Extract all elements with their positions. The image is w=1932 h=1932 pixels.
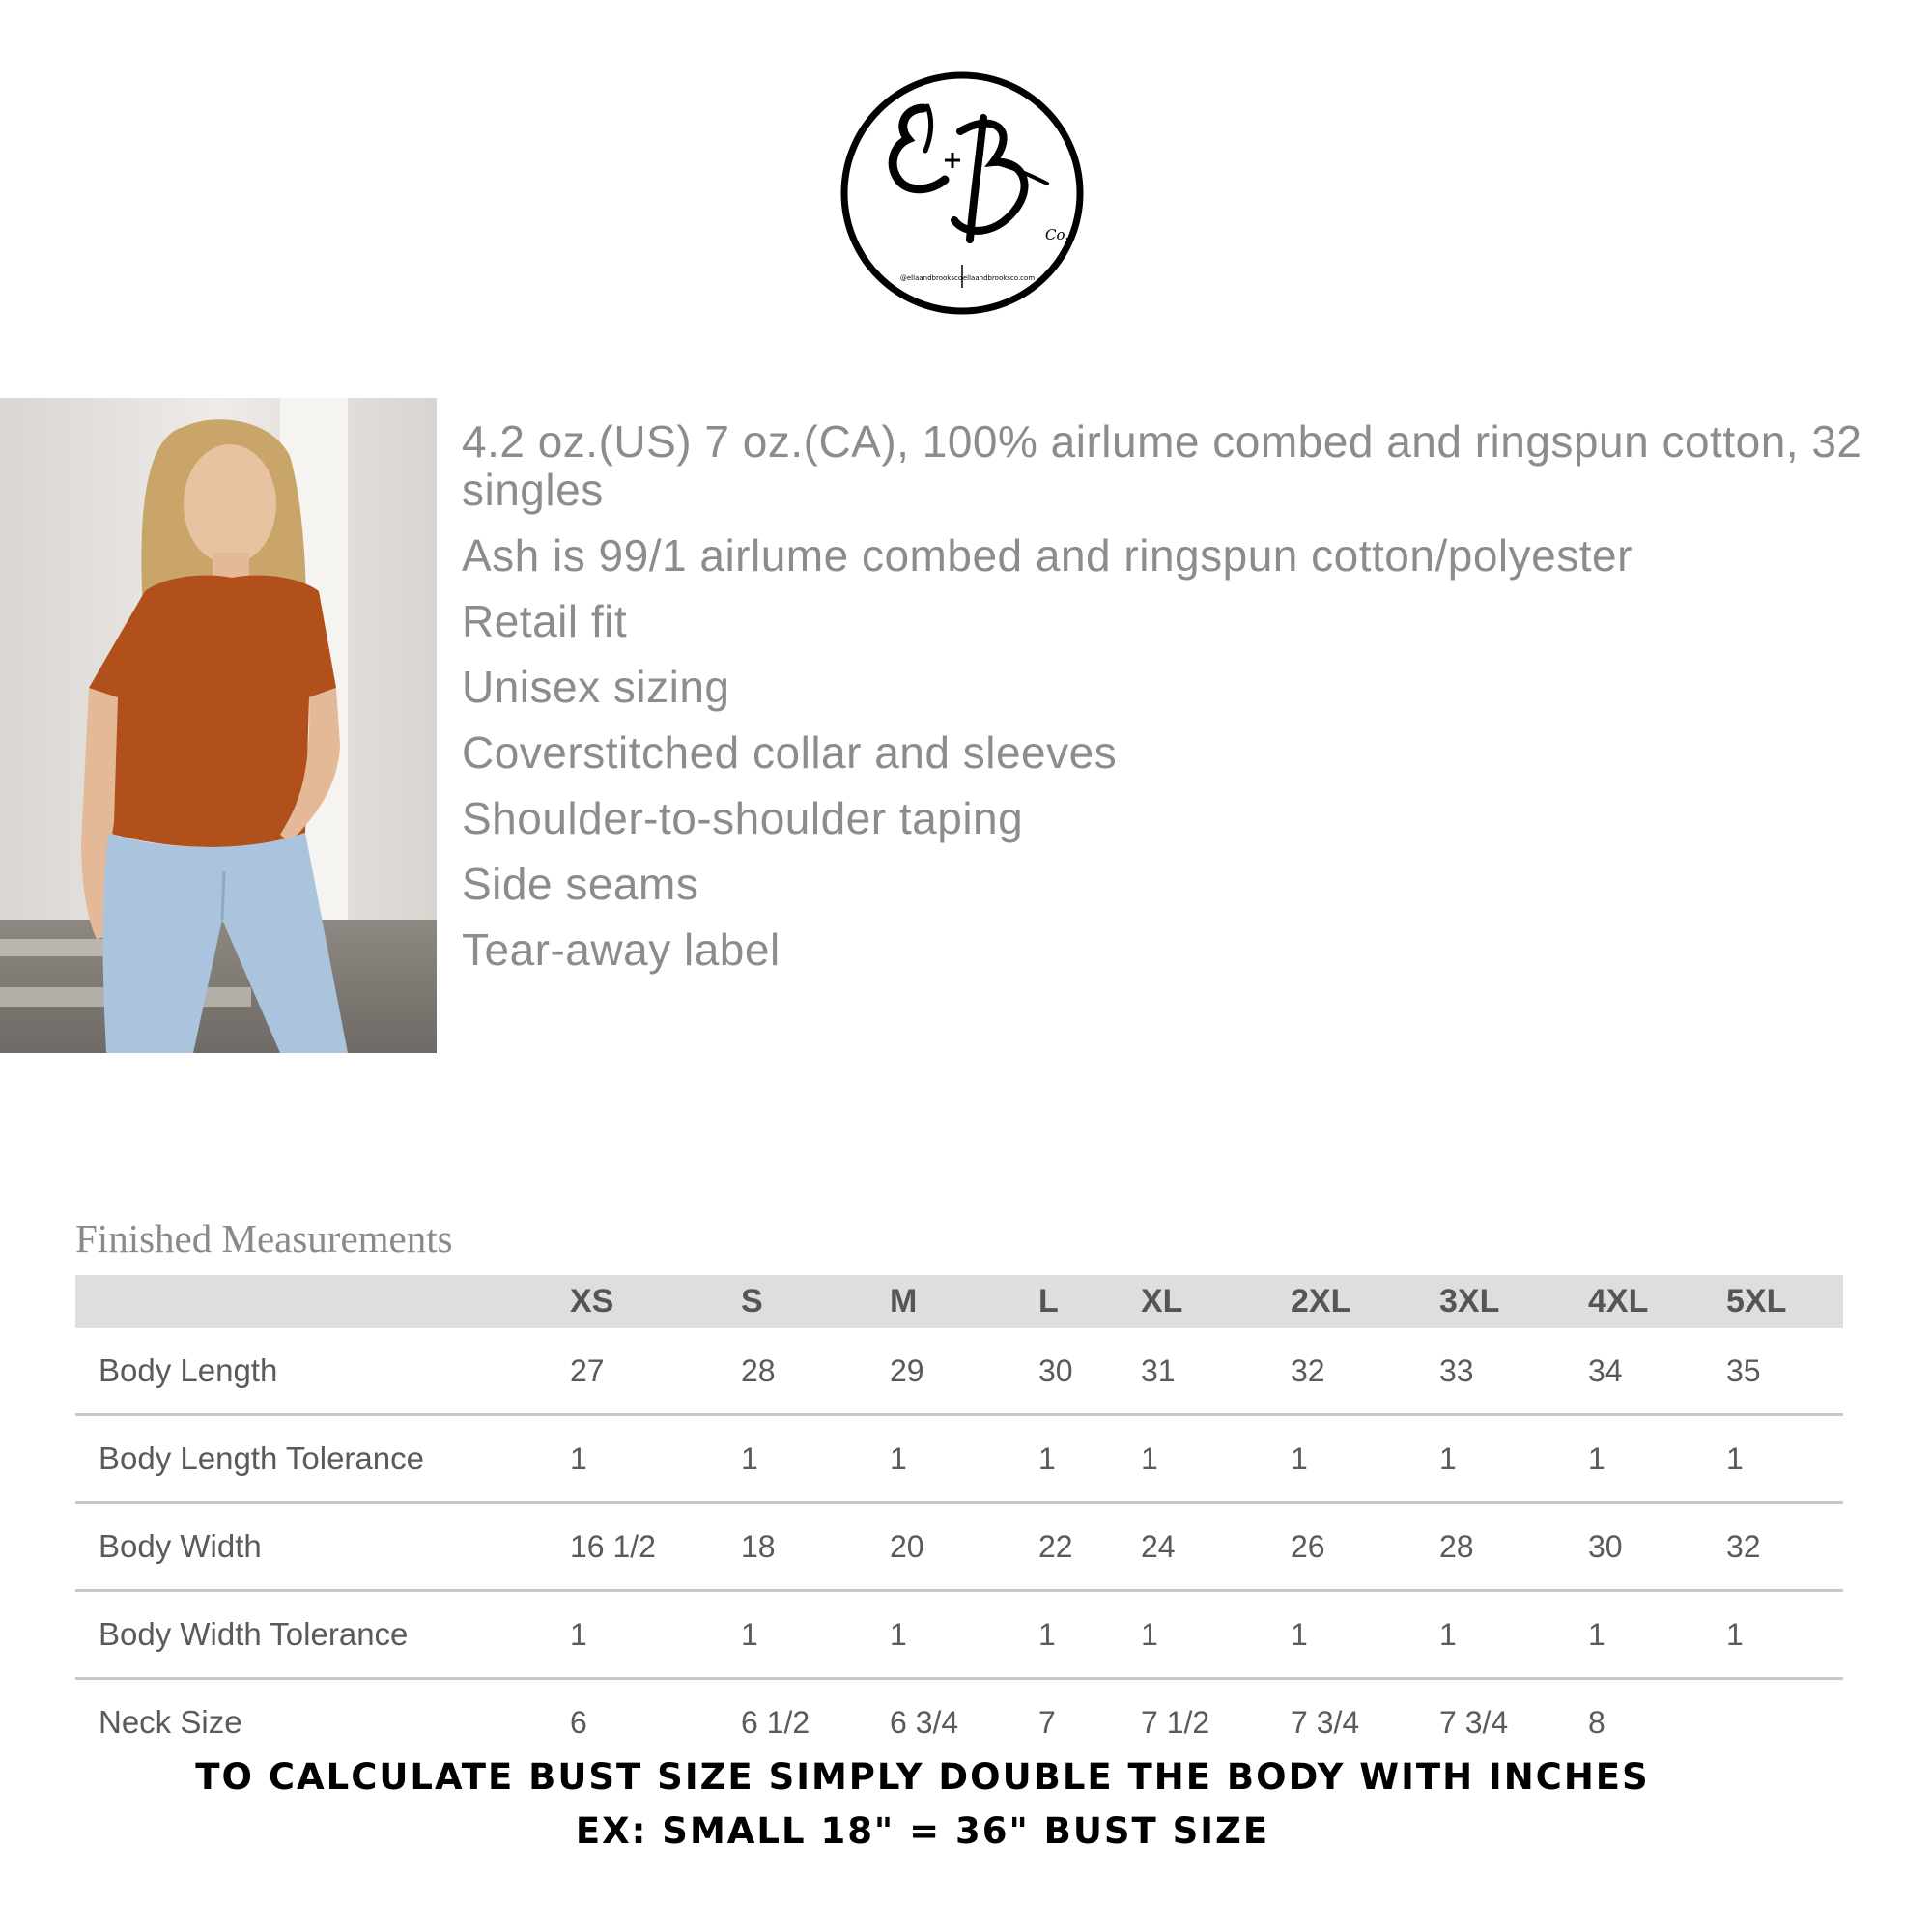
table-cell: 1 xyxy=(570,1415,741,1503)
feature-list xyxy=(462,417,1925,991)
size-header: XS xyxy=(570,1275,741,1328)
row-label: Body Width xyxy=(75,1503,570,1591)
table-cell: 29 xyxy=(890,1328,1038,1415)
size-header: 3XL xyxy=(1439,1275,1588,1328)
table-cell: 24 xyxy=(1141,1503,1291,1591)
table-cell: 1 xyxy=(1439,1415,1588,1503)
row-label: Body Width Tolerance xyxy=(75,1591,570,1679)
table-cell: 6 xyxy=(570,1704,587,1740)
table-cell: 1 xyxy=(890,1415,1038,1503)
table-cell: 32 xyxy=(1726,1503,1843,1591)
logo-website: ellaandbrooksco.com xyxy=(962,274,1036,282)
table-cell: 1 xyxy=(1038,1591,1141,1679)
table-cell xyxy=(1726,1679,1843,1766)
row-label: Body Length xyxy=(75,1328,570,1415)
bust-size-example: EX: SMALL 18" = 36" BUST SIZE xyxy=(575,1810,1270,1852)
table-cell: 27 xyxy=(570,1328,741,1415)
model-photo xyxy=(0,398,437,1053)
table-cell: 7 3/4 xyxy=(1291,1704,1360,1740)
table-cell: 1 xyxy=(1588,1415,1726,1503)
table-cell: 28 xyxy=(741,1328,890,1415)
table-cell: 16 1/2 xyxy=(570,1503,741,1591)
table-cell: 30 xyxy=(1038,1328,1141,1415)
table-cell: 8 xyxy=(1588,1704,1605,1740)
size-header: L xyxy=(1038,1275,1141,1328)
table-cell: 6 1/2 xyxy=(741,1704,810,1740)
table-cell: 35 xyxy=(1726,1328,1843,1415)
feature-item: Retail fit xyxy=(462,596,628,646)
table-cell: 33 xyxy=(1439,1328,1588,1415)
feature-item: Side seams xyxy=(462,859,699,909)
table-cell: 20 xyxy=(890,1503,1038,1591)
table-cell: 30 xyxy=(1588,1503,1726,1591)
table-cell: 1 xyxy=(1439,1591,1588,1679)
table-cell: 22 xyxy=(1038,1503,1141,1591)
feature-item: Unisex sizing xyxy=(462,662,730,712)
table-cell: 1 xyxy=(1726,1591,1843,1679)
size-header: 2XL xyxy=(1291,1275,1439,1328)
size-header: XL xyxy=(1141,1275,1291,1328)
table-row xyxy=(75,1591,1843,1679)
logo-instagram: @ellaandbrooksco xyxy=(899,274,963,282)
table-cell: 26 xyxy=(1291,1503,1439,1591)
table-cell: 1 xyxy=(1038,1415,1141,1503)
table-cell: 1 xyxy=(1141,1415,1291,1503)
table-row xyxy=(75,1415,1843,1503)
table-cell: 18 xyxy=(741,1503,890,1591)
brand-logo xyxy=(838,70,1086,317)
table-cell: 1 xyxy=(1291,1415,1439,1503)
feature-item: Coverstitched collar and sleeves xyxy=(462,727,1118,778)
feature-item: 4.2 oz.(US) 7 oz.(CA), 100% airlume combed and ringspun cotton, 32 singles xyxy=(462,416,1862,515)
table-cell: 7 3/4 xyxy=(1439,1704,1509,1740)
feature-item: Ash is 99/1 airlume combed and ringspun cotton/polyester xyxy=(462,530,1633,581)
table-cell: 31 xyxy=(1141,1328,1291,1415)
table-cell: 1 xyxy=(890,1591,1038,1679)
table-cell: 34 xyxy=(1588,1328,1726,1415)
row-label: Neck Size xyxy=(99,1704,242,1740)
table-cell: 1 xyxy=(1588,1591,1726,1679)
table-row xyxy=(75,1503,1843,1591)
table-row xyxy=(75,1679,1843,1766)
table-cell: 32 xyxy=(1291,1328,1439,1415)
size-header: S xyxy=(741,1275,890,1328)
table-cell: 1 xyxy=(741,1415,890,1503)
table-row xyxy=(75,1328,1843,1415)
logo-suffix: Co. xyxy=(1045,226,1070,243)
size-header: 5XL xyxy=(1726,1275,1843,1328)
measurements-title: Finished Measurements xyxy=(75,1216,453,1261)
table-cell: 1 xyxy=(570,1591,741,1679)
row-label: Body Length Tolerance xyxy=(75,1415,570,1503)
size-header: M xyxy=(890,1275,1038,1328)
table-cell: 1 xyxy=(1141,1591,1291,1679)
size-header: 4XL xyxy=(1588,1275,1726,1328)
table-cell: 1 xyxy=(1726,1415,1843,1503)
table-cell: 28 xyxy=(1439,1503,1588,1591)
table-cell: 6 3/4 xyxy=(890,1704,959,1740)
size-chart-table xyxy=(75,1275,1843,1765)
bust-size-note: TO CALCULATE BUST SIZE SIMPLY DOUBLE THE BODY WITH INCHES xyxy=(195,1756,1650,1798)
feature-item: Shoulder-to-shoulder taping xyxy=(462,793,1024,843)
table-cell: 1 xyxy=(1291,1591,1439,1679)
table-cell: 7 xyxy=(1038,1704,1056,1740)
table-cell: 1 xyxy=(741,1591,890,1679)
size-header-row xyxy=(75,1275,1843,1328)
header-blank xyxy=(75,1275,570,1328)
feature-item: Tear-away label xyxy=(462,924,781,975)
table-cell: 7 1/2 xyxy=(1141,1704,1210,1740)
